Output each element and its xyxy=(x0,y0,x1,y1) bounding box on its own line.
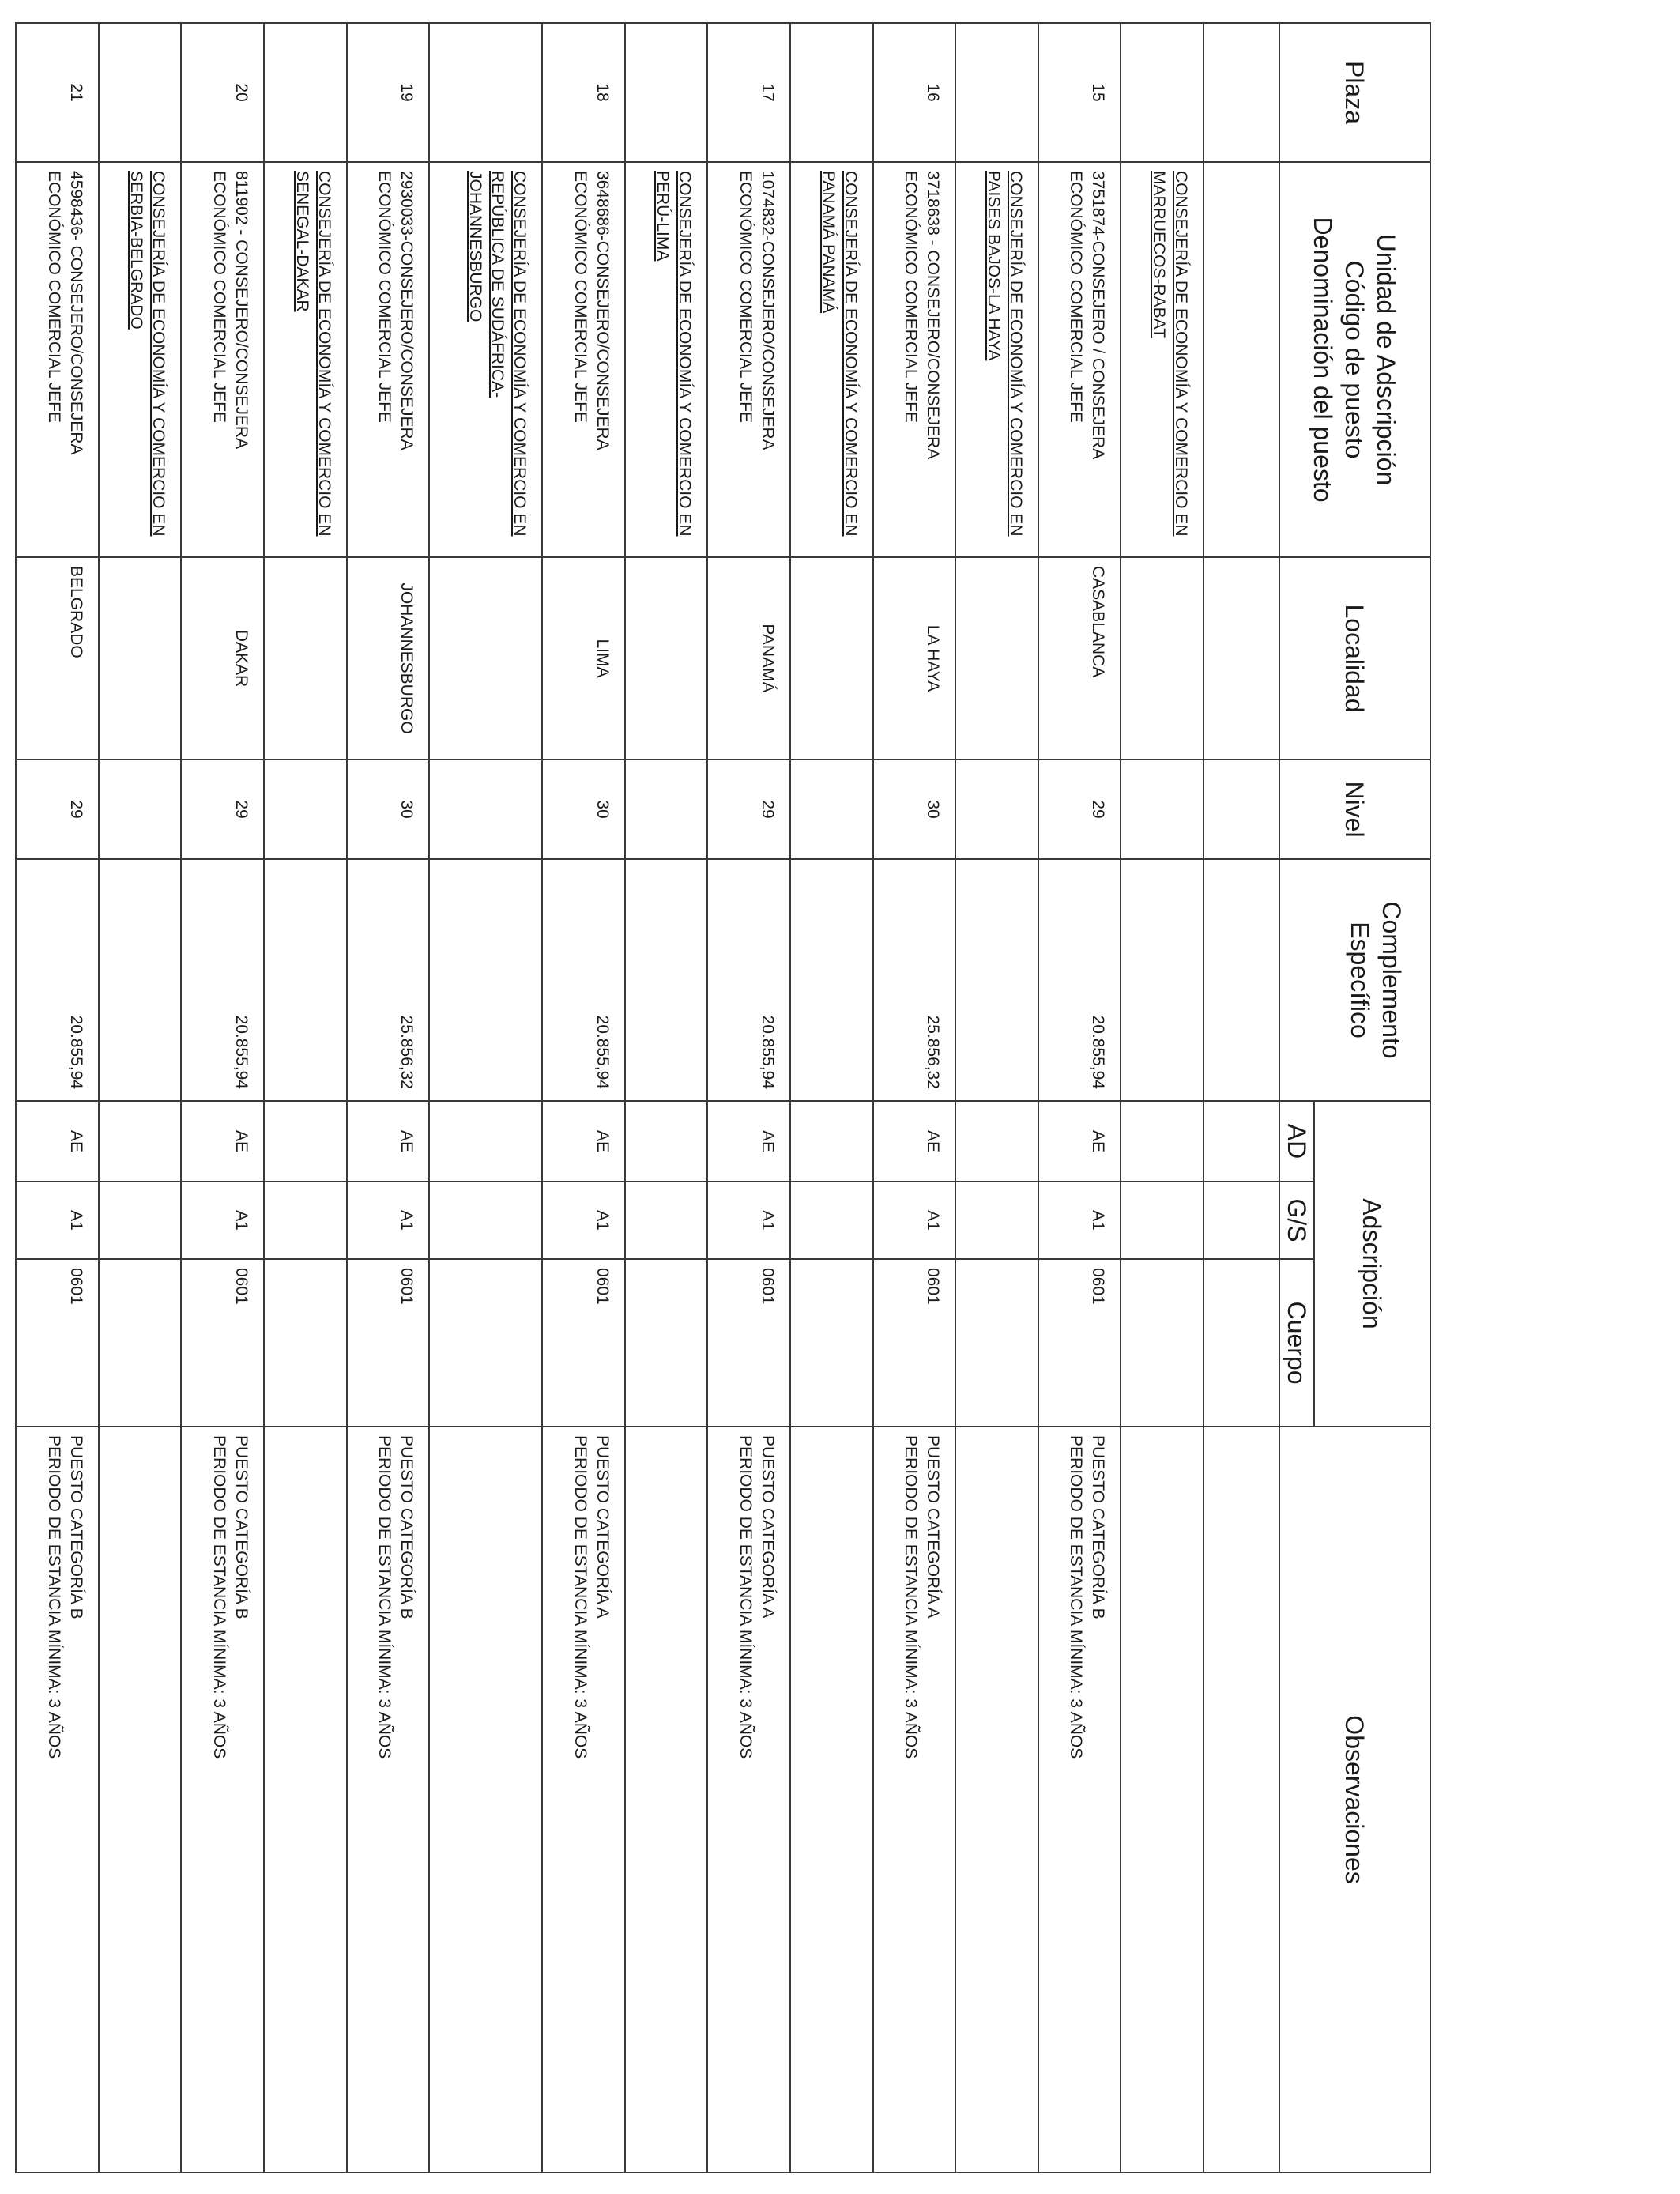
blank-cell xyxy=(1121,859,1203,1101)
header-gs: G/S xyxy=(1279,1182,1314,1259)
adscripcion-cuerpo: 0601 xyxy=(181,1259,264,1427)
observaciones xyxy=(1038,1427,1121,2173)
header-ad: AD xyxy=(1279,1101,1314,1182)
localidad: PANAMÁ xyxy=(707,557,790,760)
header-adscripcion: Adscripción xyxy=(1314,1101,1430,1427)
unit-row xyxy=(790,23,873,2173)
unit-row xyxy=(429,23,542,2173)
blank-cell xyxy=(625,1101,708,1182)
blank-cell xyxy=(790,1182,873,1259)
plaza-number: 16 xyxy=(873,23,956,162)
unit-row xyxy=(955,23,1038,2173)
header-puesto-line-2: Código de puesto xyxy=(1340,260,1369,459)
blank-cell xyxy=(625,1182,708,1259)
adscripcion-ad: AE xyxy=(1038,1101,1121,1182)
observaciones-estancia: PERIODO DE ESTANCIA MÍNIMA: 3 AÑOS xyxy=(902,1435,921,1759)
adscripcion-cuerpo: 0601 xyxy=(16,1259,99,1427)
blank-cell xyxy=(429,1101,542,1182)
blank-cell xyxy=(955,557,1038,760)
blank-cell xyxy=(955,1259,1038,1427)
header-puesto xyxy=(1279,162,1430,557)
blank-cell xyxy=(1203,557,1279,760)
blank-cell xyxy=(1121,760,1203,859)
blank-cell xyxy=(955,1101,1038,1182)
blank-cell xyxy=(99,557,182,760)
nivel: 29 xyxy=(1038,760,1121,859)
localidad: LA HAYA xyxy=(873,557,956,760)
localidad: JOHANNESBURGO xyxy=(347,557,430,760)
adscripcion-cuerpo: 0601 xyxy=(542,1259,625,1427)
plaza-number: 21 xyxy=(16,23,99,162)
localidad: BELGRADO xyxy=(16,557,99,760)
plaza-number: 20 xyxy=(181,23,264,162)
blank-cell xyxy=(264,23,347,162)
puesto-denominacion: 3648686-CONSEJERO/CONSEJERA ECONÓMICO COMERCIAL JEFE xyxy=(542,162,625,557)
plaza-number: 17 xyxy=(707,23,790,162)
blank-cell xyxy=(264,557,347,760)
blank-cell xyxy=(790,859,873,1101)
blank-cell xyxy=(1203,859,1279,1101)
observaciones xyxy=(542,1427,625,2173)
blank-cell xyxy=(1203,760,1279,859)
observaciones-categoria: PUESTO CATEGORÍA B xyxy=(1089,1435,1108,1619)
nivel: 29 xyxy=(707,760,790,859)
blank-cell xyxy=(429,859,542,1101)
observaciones-estancia: PERIODO DE ESTANCIA MÍNIMA: 3 AÑOS xyxy=(209,1435,228,1759)
blank-cell xyxy=(1121,1182,1203,1259)
blank-cell xyxy=(1121,23,1203,162)
plaza-number: 18 xyxy=(542,23,625,162)
header-complemento-line-1: Complemento xyxy=(1377,901,1406,1059)
blank-cell xyxy=(790,1101,873,1182)
blank-cell xyxy=(790,1259,873,1427)
blank-cell xyxy=(429,1427,542,2173)
blank-cell xyxy=(625,859,708,1101)
blank-cell xyxy=(790,1427,873,2173)
rotated-page xyxy=(15,22,1431,2172)
observaciones-estancia: PERIODO DE ESTANCIA MÍNIMA: 3 AÑOS xyxy=(571,1435,590,1759)
blank-cell xyxy=(429,760,542,859)
post-row xyxy=(1038,23,1121,2173)
blank-cell xyxy=(429,1182,542,1259)
observaciones xyxy=(16,1427,99,2173)
blank-cell xyxy=(1203,1182,1279,1259)
observaciones-estancia: PERIODO DE ESTANCIA MÍNIMA: 3 AÑOS xyxy=(1067,1435,1086,1759)
puesto-denominacion: 811902 - CONSEJERO/CONSEJERA ECONÓMICO COMERCIAL JEFE xyxy=(181,162,264,557)
blank-cell xyxy=(1203,1259,1279,1427)
blank-cell xyxy=(790,557,873,760)
complemento-especifico: 20.855,94 xyxy=(16,859,99,1101)
adscripcion-gs: A1 xyxy=(707,1182,790,1259)
post-row xyxy=(181,23,264,2173)
plaza-number: 19 xyxy=(347,23,430,162)
blank-cell xyxy=(625,760,708,859)
complemento-especifico: 25.856,32 xyxy=(347,859,430,1101)
nivel: 30 xyxy=(347,760,430,859)
observaciones-categoria: PUESTO CATEGORÍA A xyxy=(924,1435,943,1619)
unit-row xyxy=(264,23,347,2173)
blank-cell xyxy=(1203,162,1279,557)
adscripcion-cuerpo: 0601 xyxy=(873,1259,956,1427)
nivel: 29 xyxy=(16,760,99,859)
observaciones-categoria: PUESTO CATEGORÍA A xyxy=(759,1435,778,1619)
localidad: CASABLANCA xyxy=(1038,557,1121,760)
nivel: 30 xyxy=(542,760,625,859)
blank-cell xyxy=(99,1427,182,2173)
blank-cell xyxy=(1121,1101,1203,1182)
observaciones-estancia: PERIODO DE ESTANCIA MÍNIMA: 3 AÑOS xyxy=(736,1435,755,1759)
blank-cell xyxy=(429,1259,542,1427)
adscripcion-gs: A1 xyxy=(347,1182,430,1259)
blank-cell xyxy=(99,1259,182,1427)
complemento-especifico: 25.856,32 xyxy=(873,859,956,1101)
blank-cell xyxy=(99,859,182,1101)
unit-row xyxy=(99,23,182,2173)
adscripcion-ad: AE xyxy=(873,1101,956,1182)
observaciones-estancia: PERIODO DE ESTANCIA MÍNIMA: 3 AÑOS xyxy=(375,1435,394,1759)
puesto-denominacion: 3718638 - CONSEJERO/CONSEJERA ECONÓMICO COMERCIAL JEFE xyxy=(873,162,956,557)
blank-cell xyxy=(625,557,708,760)
post-row xyxy=(542,23,625,2173)
unit-row xyxy=(625,23,708,2173)
observaciones xyxy=(707,1427,790,2173)
blank-cell xyxy=(625,23,708,162)
adscripcion-ad: AE xyxy=(347,1101,430,1182)
blank-cell xyxy=(790,760,873,859)
plazas-table xyxy=(15,22,1431,2173)
adscripcion-gs: A1 xyxy=(16,1182,99,1259)
blank-cell xyxy=(264,1182,347,1259)
unidad-adscripcion: CONSEJERÍA DE ECONOMÍA Y COMERCIO EN PERÚ-LIMA xyxy=(625,162,708,557)
nivel: 29 xyxy=(181,760,264,859)
complemento-especifico: 20.855,94 xyxy=(542,859,625,1101)
header-observaciones: Observaciones xyxy=(1279,1427,1430,2173)
blank-cell xyxy=(99,1101,182,1182)
nivel: 30 xyxy=(873,760,956,859)
puesto-denominacion: 2930033-CONSEJERO/CONSEJERA ECONÓMICO COMERCIAL JEFE xyxy=(347,162,430,557)
unidad-adscripcion: CONSEJERÍA DE ECONOMÍA Y COMERCIO EN SENEGAL-DAKAR xyxy=(264,162,347,557)
observaciones-categoria: PUESTO CATEGORÍA B xyxy=(232,1435,250,1619)
blank-cell xyxy=(264,760,347,859)
blank-cell xyxy=(1203,1101,1279,1182)
blank-cell xyxy=(264,859,347,1101)
blank-cell xyxy=(429,23,542,162)
unidad-adscripcion: CONSEJERÍA DE ECONOMÍA Y COMERCIO EN MARRUECOS-RABAT xyxy=(1121,162,1203,557)
blank-cell xyxy=(955,859,1038,1101)
adscripcion-gs: A1 xyxy=(181,1182,264,1259)
puesto-denominacion: 3751874-CONSEJERO / CONSEJERA ECONÓMICO COMERCIAL JEFE xyxy=(1038,162,1121,557)
observaciones-categoria: PUESTO CATEGORÍA B xyxy=(397,1435,416,1619)
header-nivel: Nivel xyxy=(1279,760,1430,859)
blank-cell xyxy=(264,1427,347,2173)
blank-cell xyxy=(1121,1427,1203,2173)
plaza-number: 15 xyxy=(1038,23,1121,162)
blank-cell xyxy=(1203,23,1279,162)
header-cuerpo: Cuerpo xyxy=(1279,1259,1314,1427)
adscripcion-gs: A1 xyxy=(873,1182,956,1259)
blank-cell xyxy=(1121,557,1203,760)
unidad-adscripcion: CONSEJERÍA DE ECONOMÍA Y COMERCIO EN SERBIA-BELGRADO xyxy=(99,162,182,557)
blank-cell xyxy=(1203,1427,1279,2173)
adscripcion-cuerpo: 0601 xyxy=(347,1259,430,1427)
blank-cell xyxy=(955,1427,1038,2173)
puesto-denominacion: 4598436- CONSEJERO/CONSEJERA ECONÓMICO COMERCIAL JEFE xyxy=(16,162,99,557)
adscripcion-ad: AE xyxy=(707,1101,790,1182)
localidad: DAKAR xyxy=(181,557,264,760)
observaciones-categoria: PUESTO CATEGORÍA B xyxy=(66,1435,85,1619)
observaciones xyxy=(347,1427,430,2173)
header-localidad: Localidad xyxy=(1279,557,1430,760)
blank-cell xyxy=(99,23,182,162)
adscripcion-ad: AE xyxy=(16,1101,99,1182)
observaciones xyxy=(181,1427,264,2173)
blank-cell xyxy=(790,23,873,162)
header-puesto-line-1: Unidad de Adscripción xyxy=(1372,233,1401,486)
complemento-especifico: 20.855,94 xyxy=(707,859,790,1101)
localidad: LIMA xyxy=(542,557,625,760)
header-plaza: Plaza xyxy=(1279,23,1430,162)
unidad-adscripcion: CONSEJERÍA DE ECONOMÍA Y COMERCIO EN REPÚBLICA DE SUDÁFRICA-JOHANNESBURGO xyxy=(429,162,542,557)
blank-cell xyxy=(1121,1259,1203,1427)
adscripcion-ad: AE xyxy=(542,1101,625,1182)
header-puesto-line-3: Denominación del puesto xyxy=(1309,217,1338,503)
blank-cell xyxy=(955,760,1038,859)
puesto-denominacion: 1074832-CONSEJERO/CONSEJERA ECONÓMICO COMERCIAL JEFE xyxy=(707,162,790,557)
observaciones-categoria: PUESTO CATEGORÍA A xyxy=(593,1435,612,1619)
header-complemento xyxy=(1279,859,1430,1101)
unidad-adscripcion: CONSEJERÍA DE ECONOMÍA Y COMERCIO EN PAISES BAJOS-LA HAYA xyxy=(955,162,1038,557)
adscripcion-cuerpo: 0601 xyxy=(1038,1259,1121,1427)
blank-cell xyxy=(625,1259,708,1427)
complemento-especifico: 20.855,94 xyxy=(1038,859,1121,1101)
post-row xyxy=(873,23,956,2173)
post-row xyxy=(707,23,790,2173)
header-complemento-line-2: Específico xyxy=(1346,922,1374,1039)
blank-cell xyxy=(429,557,542,760)
adscripcion-gs: A1 xyxy=(1038,1182,1121,1259)
observaciones xyxy=(873,1427,956,2173)
adscripcion-cuerpo: 0601 xyxy=(707,1259,790,1427)
blank-cell xyxy=(99,1182,182,1259)
blank-cell xyxy=(955,1182,1038,1259)
adscripcion-gs: A1 xyxy=(542,1182,625,1259)
post-row xyxy=(16,23,99,2173)
unit-row xyxy=(1121,23,1203,2173)
observaciones-estancia: PERIODO DE ESTANCIA MÍNIMA: 3 AÑOS xyxy=(44,1435,63,1759)
blank-cell xyxy=(264,1259,347,1427)
blank-cell xyxy=(625,1427,708,2173)
blank-cell xyxy=(955,23,1038,162)
unidad-adscripcion: CONSEJERÍA DE ECONOMÍA Y COMERCIO EN PANAMÁ PANAMÁ xyxy=(790,162,873,557)
complemento-especifico: 20.855,94 xyxy=(181,859,264,1101)
post-row xyxy=(347,23,430,2173)
blank-cell xyxy=(99,760,182,859)
adscripcion-ad: AE xyxy=(181,1101,264,1182)
blank-cell xyxy=(264,1101,347,1182)
